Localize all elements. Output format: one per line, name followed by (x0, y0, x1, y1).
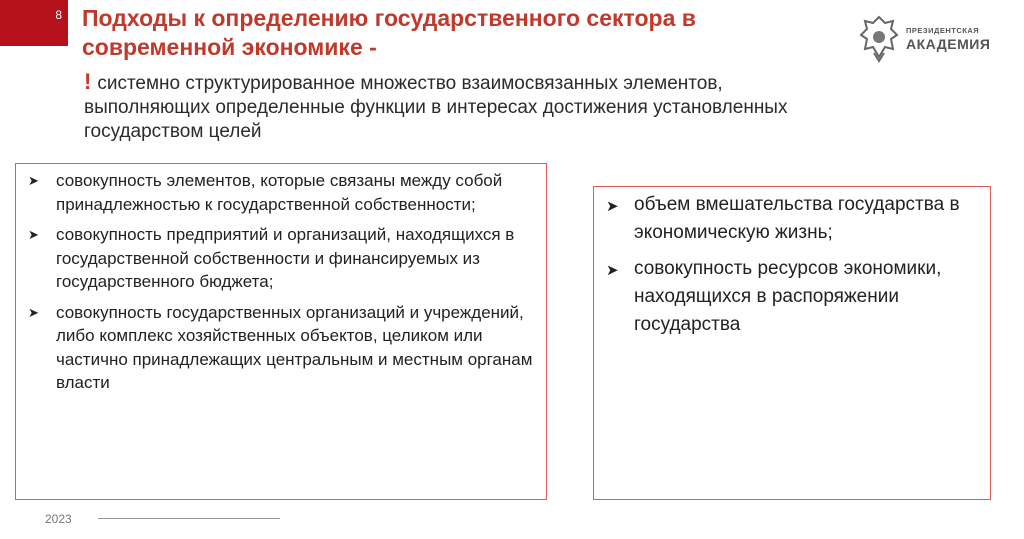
slide-title (82, 4, 842, 62)
arrow-bullet-icon: ➤ (28, 173, 39, 188)
list-item-text: объем вмешательства государства в экономическую жизнь; (634, 194, 960, 243)
list-item (594, 255, 990, 339)
footer-year: 2023 (45, 512, 72, 526)
list-item-text: совокупность предприятий и организаций, находящихся в государственной собственности и финансируемых из государственного бюджета; (56, 225, 515, 291)
logo-line-2: АКАДЕМИЯ (906, 35, 991, 52)
list-item (16, 301, 546, 395)
arrow-bullet-icon: ➤ (28, 304, 39, 320)
title-line-1: Подходы к определению государственного сектора в (82, 5, 696, 31)
list-item-text: совокупность элементов, которые связаны между собой принадлежностью к государственной собственности; (56, 171, 503, 214)
title-line-2: современной экономике - (82, 34, 377, 60)
definition-text (84, 70, 804, 144)
logo-line-1: ПРЕЗИДЕНТСКАЯ (906, 26, 980, 36)
exclamation-mark: ! (84, 69, 92, 94)
list-item (16, 223, 546, 294)
footer-divider (98, 518, 280, 519)
slide-number-badge (0, 0, 68, 46)
arrow-bullet-icon: ➤ (606, 198, 619, 215)
arrow-bullet-icon: ➤ (606, 262, 619, 279)
slide-number: 8 (55, 8, 62, 22)
list-item-text: совокупность ресурсов экономики, находящихся в распоряжении государства (634, 258, 942, 335)
list-item (594, 191, 990, 247)
arrow-bullet-icon: ➤ (28, 227, 39, 242)
definition-body: системно структурированное множество взаимосвязанных элементов, выполняющих определенные функции в интересах достижения установленных государством целей (84, 73, 788, 142)
list-item (16, 169, 546, 216)
academy-logo (858, 10, 1008, 68)
right-definitions-box (593, 186, 991, 500)
left-definitions-box (15, 163, 547, 500)
eagle-emblem-icon (858, 13, 900, 65)
list-item-text: совокупность государственных организаций и учреждений, либо комплекс хозяйственных объектов, целиком или частично принадлежащих центральным и местным органам власти (56, 302, 533, 392)
